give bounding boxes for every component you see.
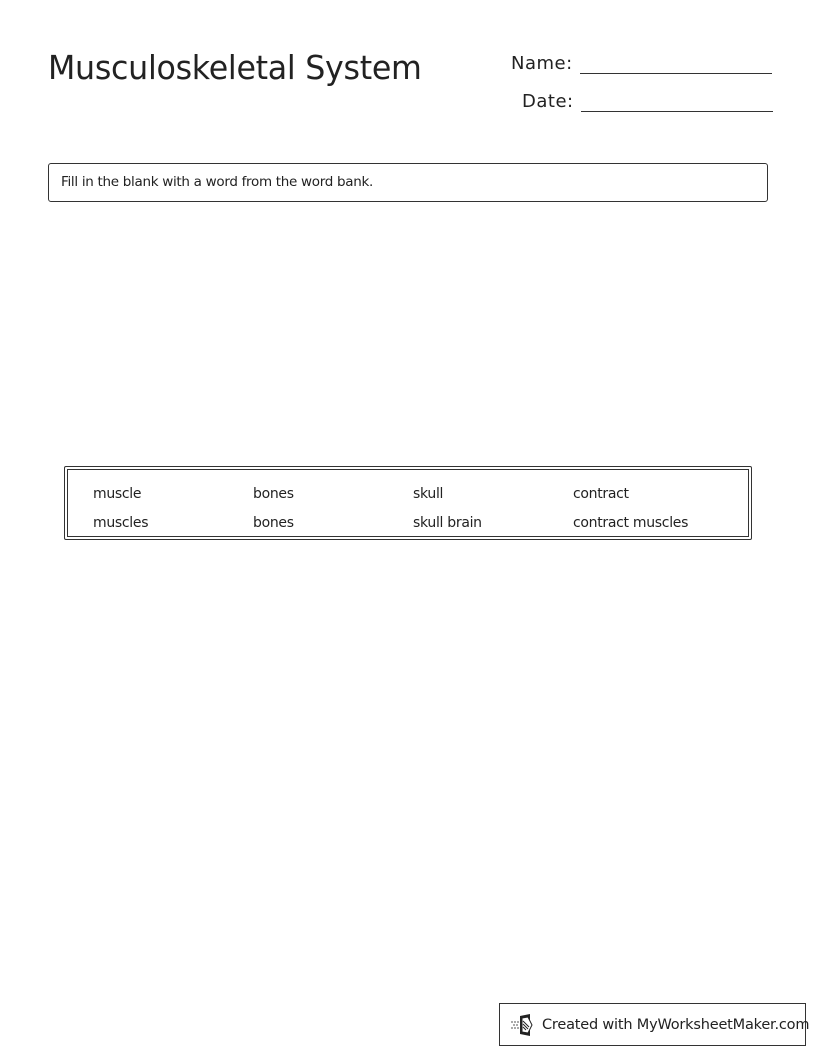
word-bank-word: muscles bbox=[93, 514, 149, 531]
worksheet-title: Musculoskeletal System bbox=[48, 48, 422, 87]
word-bank-row bbox=[93, 508, 748, 537]
word-bank-row bbox=[93, 479, 748, 508]
word-bank-word: bones bbox=[253, 514, 294, 531]
date-blank-line[interactable] bbox=[581, 90, 773, 112]
date-label: Date: bbox=[522, 91, 574, 112]
word-bank-word: bones bbox=[253, 485, 294, 502]
word-bank-word: skull brain bbox=[413, 514, 482, 531]
instructions-text: Fill in the blank with a word from the word bank. bbox=[61, 174, 374, 190]
word-bank-word: muscle bbox=[93, 485, 142, 502]
name-blank-line[interactable] bbox=[580, 52, 772, 74]
footer-credit-text: Created with MyWorksheetMaker.com bbox=[542, 1016, 810, 1033]
word-bank-word: skull bbox=[413, 485, 444, 502]
word-bank-word: contract bbox=[573, 485, 629, 502]
word-bank bbox=[64, 466, 752, 540]
worksheet-logo-icon bbox=[510, 1013, 536, 1037]
name-label: Name: bbox=[511, 53, 573, 74]
footer-badge[interactable] bbox=[499, 1003, 810, 1046]
instructions-box bbox=[48, 163, 768, 202]
name-field bbox=[511, 52, 772, 74]
word-bank-word: contract muscles bbox=[573, 514, 689, 531]
date-field bbox=[522, 90, 773, 112]
